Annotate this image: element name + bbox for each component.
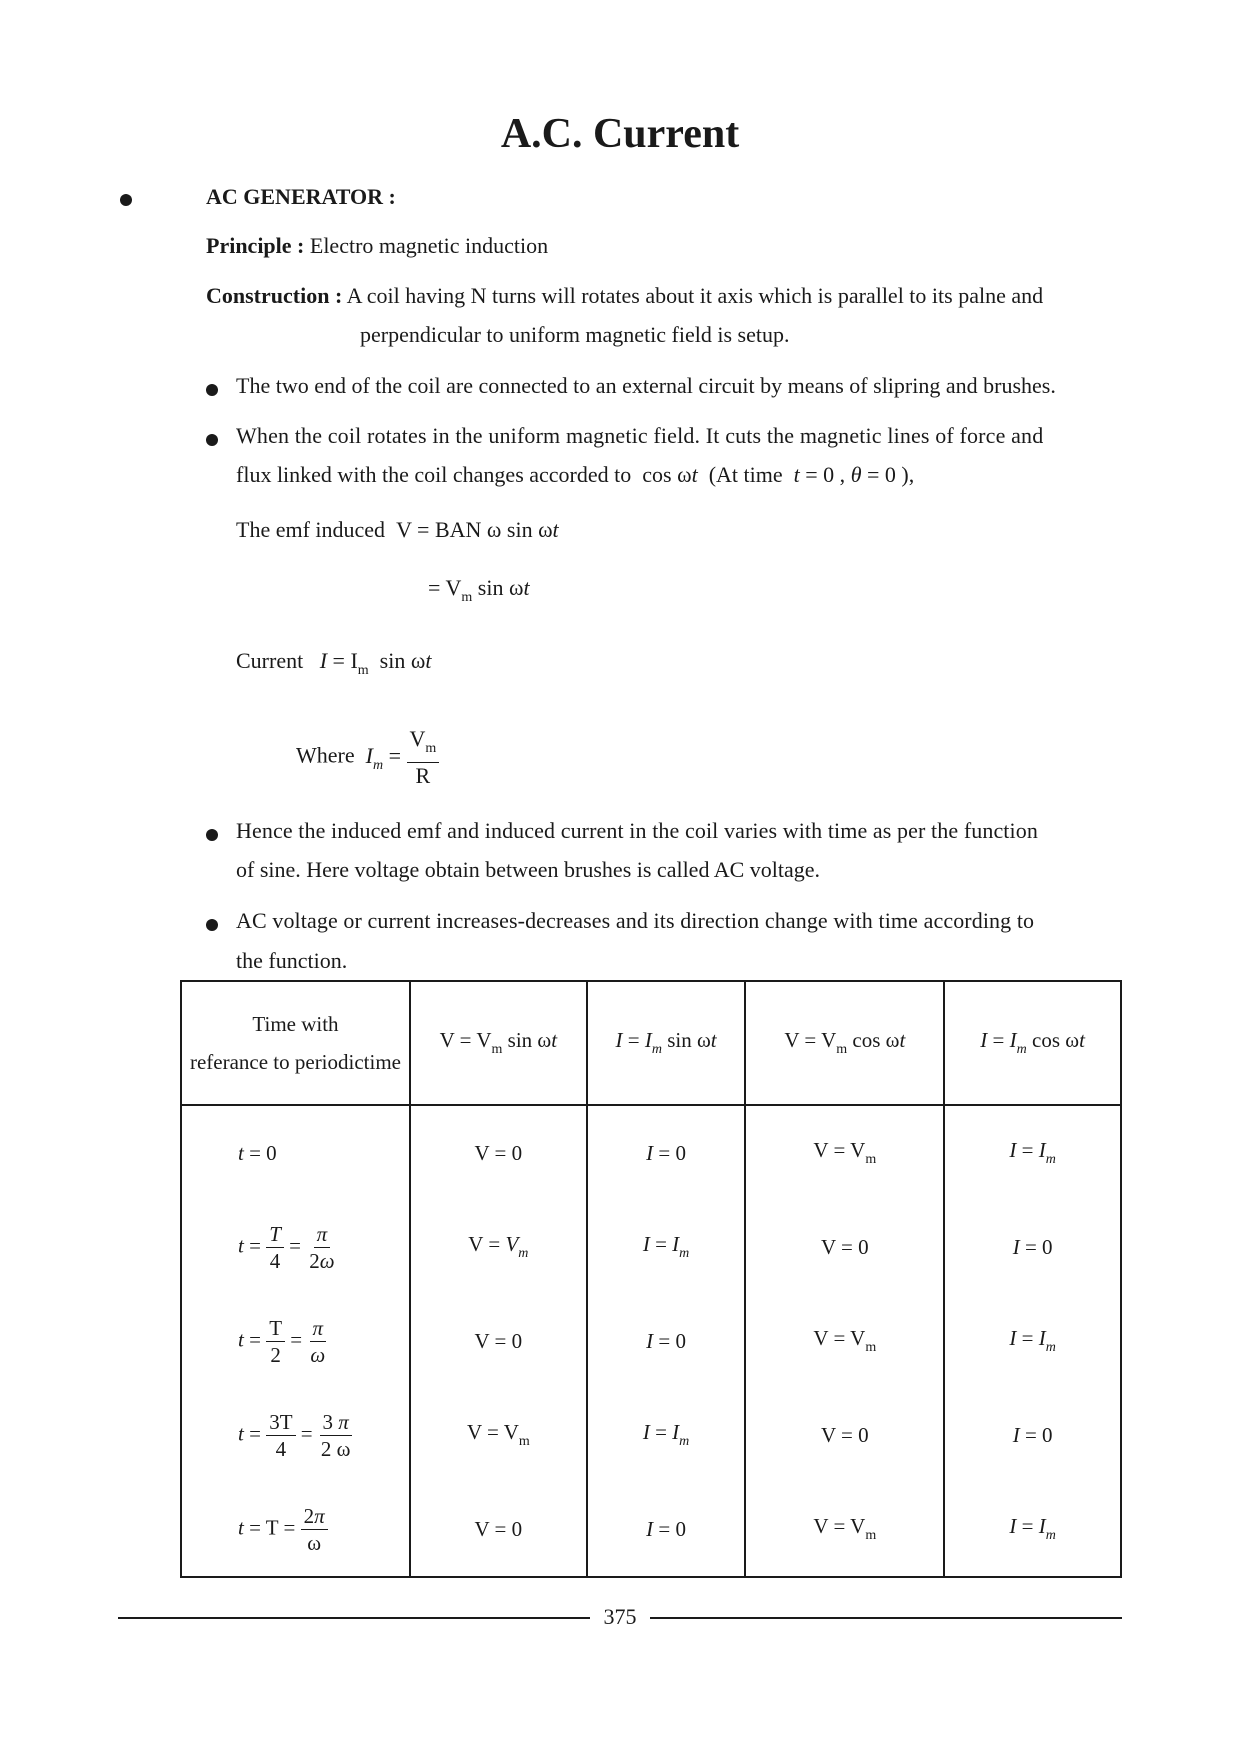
header-v-cos: $V = V_m$ cos ωt xyxy=(745,981,944,1105)
bullet-3-line-2: of sine. Here voltage obtain between brushes is called AC voltage. xyxy=(236,857,821,882)
value-cell: $V = V_m$ xyxy=(745,1105,944,1200)
value-cell: $I = I_m$ xyxy=(944,1482,1121,1577)
bullet-2-line-2-text: flux linked with the coil changes accorded to xyxy=(236,462,632,487)
value-cell: $I = I_m$ xyxy=(944,1294,1121,1388)
table-row xyxy=(181,1294,1121,1388)
header-v-sin: $V = V_m$ sin ωt xyxy=(410,981,587,1105)
time-cell: t = $\frac{T}{4}$ = $\frac{\pi}{2\omega}$ xyxy=(181,1200,410,1294)
value-cell: $V = V_m$ xyxy=(745,1482,944,1577)
value-cell: $I = I_m$ xyxy=(587,1200,746,1294)
emf-label: The emf induced xyxy=(236,517,386,542)
value-cell: $V = V_m$ xyxy=(410,1388,587,1482)
construction-line xyxy=(206,281,1043,311)
ac-values-table xyxy=(180,980,1122,1578)
bullet-2-line-1: When the coil rotates in the uniform magnetic field. It cuts the magnetic lines of force and xyxy=(236,423,1044,448)
table-row xyxy=(181,1105,1121,1200)
value-cell: I = 0 xyxy=(944,1388,1121,1482)
table-row xyxy=(181,1388,1121,1482)
principle-line xyxy=(206,231,548,261)
header-i-cos: $I = I_m$ cos ωt xyxy=(944,981,1121,1105)
table-row xyxy=(181,1482,1121,1577)
header-time xyxy=(181,981,410,1105)
header-i-sin: $I = I_m$ sin ωt xyxy=(587,981,746,1105)
bullet-4-line-2: the function. xyxy=(236,948,348,973)
section-heading: AC GENERATOR : xyxy=(206,184,396,209)
value-cell: V = 0 xyxy=(410,1482,587,1577)
value-cell: I = 0 xyxy=(587,1482,746,1577)
section-bullet-icon xyxy=(120,194,132,206)
footer-rule-left xyxy=(118,1617,590,1619)
bullet-3-line-1: Hence the induced emf and induced current in the coil varies with time as per the function xyxy=(236,818,1038,843)
page-title: A.C. Current xyxy=(500,111,740,157)
principle-text: Electro magnetic induction xyxy=(309,233,549,258)
current-label: Current xyxy=(236,648,304,673)
emf-equation xyxy=(236,515,559,545)
value-cell: I = 0 xyxy=(587,1294,746,1388)
value-cell: $I = I_m$ xyxy=(587,1388,746,1482)
time-cell: t = 0 xyxy=(181,1105,410,1200)
value-cell: V = 0 xyxy=(745,1388,944,1482)
construction-label: Construction : xyxy=(206,283,343,308)
value-cell: V = 0 xyxy=(745,1200,944,1294)
time-cell: t = T = $\frac{2\pi}{\omega}$ xyxy=(181,1482,410,1577)
current-equation xyxy=(236,646,431,686)
emf-equation-2: = $V_m$ sin ωt xyxy=(428,575,530,605)
where-equation xyxy=(296,726,439,789)
value-cell: I = 0 xyxy=(944,1200,1121,1294)
time-cell: t = $\frac{3T}{4}$ = $\frac{3 \pi}{2 \omega}$ xyxy=(181,1388,410,1482)
value-cell: V = 0 xyxy=(410,1294,587,1388)
footer-rule-right xyxy=(650,1617,1122,1619)
value-cell: $V = V_m$ xyxy=(745,1294,944,1388)
construction-text-1: A coil having N turns will rotates about it axis which is parallel to its palne and xyxy=(346,283,1044,308)
where-expr: $I_m$ = $\frac{V_m}{R}$ xyxy=(360,743,439,768)
current-expr: $I = I_m$ sin ωt xyxy=(319,648,432,678)
where-label: Where xyxy=(296,742,355,768)
value-cell: $V = V_m$ xyxy=(410,1200,587,1294)
bullet-icon xyxy=(206,434,218,446)
bullet-4-line-1: AC voltage or current increases-decreases and its direction change with time according to xyxy=(236,908,1035,933)
table-row xyxy=(181,1200,1121,1294)
bullet-icon xyxy=(206,919,218,931)
bullet-icon xyxy=(206,829,218,841)
table-header-row xyxy=(181,981,1121,1105)
header-time-line-1: Time with xyxy=(252,1012,339,1036)
header-time-line-2: referance to periodictime xyxy=(189,1050,401,1074)
bullet-1-text: The two end of the coil are connected to an external circuit by means of slipring and brushes. xyxy=(236,373,1056,398)
emf-expr: V = BAN ω sin ωt xyxy=(390,517,559,542)
cos-omega-t-expr: cos ωt (At time t = 0 , θ = 0 ), xyxy=(636,462,915,487)
page-number: 375 xyxy=(603,1604,637,1629)
principle-label: Principle : xyxy=(206,233,305,258)
bullet-icon xyxy=(206,384,218,396)
time-cell: t = $\frac{T}{2}$ = $\frac{\pi}{\omega}$ xyxy=(181,1294,410,1388)
construction-text-2: perpendicular to uniform magnetic field is setup. xyxy=(360,322,790,347)
value-cell: V = 0 xyxy=(410,1105,587,1200)
bullet-2-line-2 xyxy=(236,460,914,490)
value-cell: $I = I_m$ xyxy=(944,1105,1121,1200)
value-cell: I = 0 xyxy=(587,1105,746,1200)
